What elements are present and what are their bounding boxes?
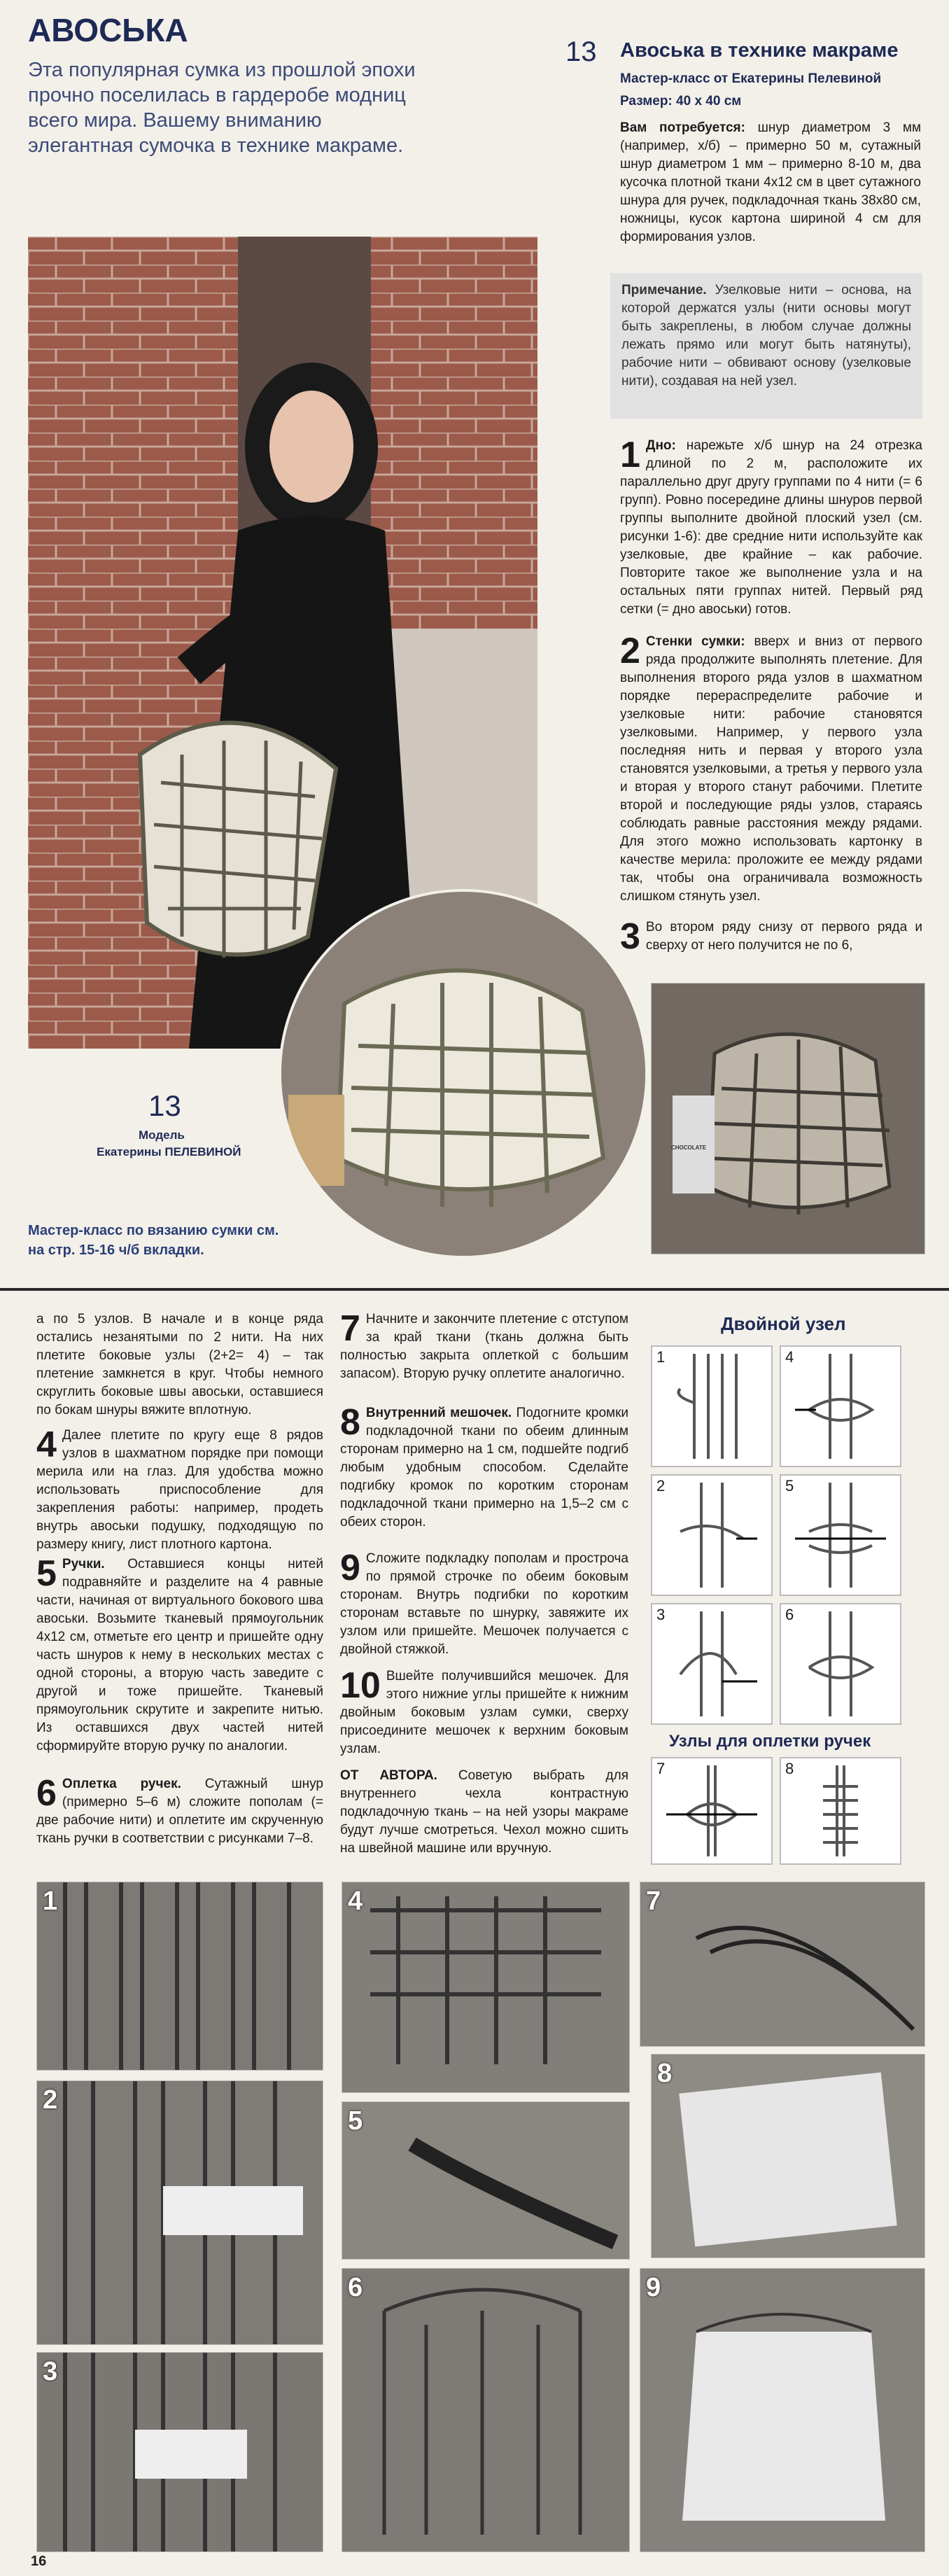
step-7	[340, 1310, 628, 1383]
step-2-label: Стенки сумки:	[645, 634, 745, 649]
step-9	[340, 1550, 628, 1659]
step-2-number: 2	[620, 631, 640, 671]
note-body: Узелковые нити – основа, на которой держатся узлы (нити основы могут быть закреплены, в любом случае должны лежать прямо или могут быть натянуты), рабочие нити – обвивают основу (узелковые нити), создавая на ней узел.	[621, 283, 912, 388]
step-photo-8	[651, 2054, 925, 2258]
knot-diagram-2-number: 2	[656, 1477, 666, 1494]
knot-diagram-8	[780, 1757, 901, 1865]
step-photo-1	[36, 1882, 323, 2071]
step-5-text: Оставшиеся концы нитей подравняйте и разделите на 4 равные части, начиная от виртуального бокового шва авоськи. Возьмите тканевый прямоугольник 4х12 см, отметьте его центр и пришейте одну часть шнуров к нему в нескольких местах с одной стороны, а вторую часть заведите с другой и тоже пришейте. Тканевый прямоугольник скрутите и закрепите нитью. Из оставшихся двух частей нитей сформируйте вторую ручку по аналогии.	[36, 1557, 323, 1754]
step-8-number: 8	[340, 1402, 360, 1443]
step-4-text: Далее плетите по кругу еще 8 рядов узлов в шахматном порядке при помощи мерила или на глаз. Для удобства можно использовать приспособление для закрепления работы: например, продеть внутрь авоськи подушку, подходящую по размеру книгу, лист плотного картона.	[36, 1428, 323, 1552]
knot-diagram-8-number: 8	[785, 1760, 794, 1777]
knot-diagram-6	[780, 1603, 901, 1725]
step-photo-9-number: 9	[646, 2273, 661, 2302]
author-label: ОТ АВТОРА.	[340, 1768, 437, 1783]
handle-knots-title: Узлы для оплетки ручек	[669, 1732, 871, 1751]
step-3-continued: а по 5 узлов. В начале и в конце ряда остались незанятыми по 2 нити. На них плетите боковые узлы (2+2= 4) – так плетение замкнется в круг. Чтобы немного скруглить боковые швы авоськи, оставшиеся по бокам шнуры вяжите вплотную.	[36, 1312, 323, 1418]
step-10-number: 10	[340, 1665, 381, 1706]
step-10	[340, 1667, 628, 1758]
knot-diagram-5	[780, 1474, 901, 1596]
step-4	[36, 1424, 323, 1554]
knot-diagram-1	[651, 1345, 773, 1467]
knot-diagram-6-number: 6	[785, 1606, 794, 1623]
step-5-label: Ручки.	[62, 1557, 105, 1572]
step-2-text: вверх и вниз от первого ряда продолжите выполнять плетение. Для выполнения второго ряда узлов в шахматном порядке перераспределите рабочие и узелковые нити: рабочие становятся узелковыми. Например, у первого узла последняя нить и первая у второго узла становятся узелковыми, а третья у первого узла и вторая у второго станут рабочими. Плетите второй и последующие ряды узлов, стараясь соблюдать равные расстояния между рядами. Для этого можно использовать картонку в качестве мерила: проложите ее между рядами так, чтобы она ограничивала возможность слишком стянуть узел.	[620, 634, 923, 904]
step-8	[340, 1404, 628, 1532]
step-photo-5-number: 5	[348, 2106, 363, 2136]
knot-diagram-4	[780, 1345, 901, 1467]
step-photo-4-number: 4	[348, 1886, 363, 1916]
step-photo-5	[342, 2101, 630, 2260]
step-5	[36, 1555, 323, 1756]
step-1-label: Дно:	[645, 438, 676, 453]
knot-diagram-7-number: 7	[656, 1760, 666, 1777]
step-4-number: 4	[36, 1424, 57, 1465]
step-photo-9	[640, 2268, 925, 2552]
step-3	[620, 918, 922, 955]
step-photo-6-number: 6	[348, 2273, 363, 2302]
step-3-number: 3	[620, 916, 640, 957]
bag-closeup-photo	[279, 889, 648, 1259]
size-line	[620, 94, 741, 109]
step-7-number: 7	[340, 1308, 360, 1349]
step-9-number: 9	[340, 1548, 360, 1588]
step-1-text: нарежьте х/б шнур на 24 отрезка длиной по 2 м, расположите их параллельно друг другу группами по 4 нити (= 6 групп). Ровно посередине длины шнуров первой группы выполните двойной плоский узел (см. рисунки 1-6): две средние нити используйте как узелковые, две крайние – как рабочие. Повторите такое же выполнение узла и на остальных пяти группах нитей. Первый ряд сетки (= дно авоськи) готов.	[620, 438, 922, 617]
model-number: 13	[148, 1089, 181, 1122]
knot-diagram-2	[651, 1474, 773, 1596]
note-label: Примечание.	[621, 283, 707, 298]
step-8-text: Подогните кромки подкладочной ткани по обеим длинным сторонам примерно на 1 см, подшейте подгиб любым удобным способом. Сделайте подгибку кромок по коротким сторонам подкладочной ткани примерно на 1,5–2 см с обеих сторон.	[340, 1406, 629, 1530]
step-6-number: 6	[36, 1773, 57, 1814]
intro-text: Эта популярная сумка из прошлой эпохи прочно поселилась в гардеробе модниц всего мира. Вашему вниманию элегантная сумочка в технике макраме.	[28, 59, 416, 157]
instructions-caption: Мастер-класс по вязанию сумки см. на стр. 15-16 ч/б вкладки.	[28, 1223, 279, 1258]
step-5-number: 5	[36, 1553, 57, 1594]
step-3-text: Во втором ряду снизу от первого ряда и сверху от него получится не по 6,	[645, 920, 922, 953]
model-author: Екатерины ПЕЛЕВИНОЙ	[97, 1145, 241, 1158]
knot-diagram-3	[651, 1603, 773, 1725]
step-photo-4	[342, 1882, 630, 2093]
article-number: 13	[565, 36, 597, 67]
bag-flat-photo	[651, 983, 925, 1254]
step-2	[620, 633, 922, 906]
step-6-label: Оплетка ручек.	[62, 1777, 181, 1791]
step-6-text: Сутажный шнур (примерно 5–6 м) сложите пополам (= две рабочие нити) и оплетите им скрученную ткань ручки в соответствии с рисунками 7–8.	[36, 1777, 324, 1846]
page-number: 16	[31, 2554, 47, 2569]
step-photo-2-number: 2	[43, 2085, 58, 2115]
materials-body: шнур диаметром 3 мм (например, х/б) – примерно 50 м, сутажный шнур диаметром 1 мм – примерно 8-10 м, два кусочка плотной ткани 4х12 см в цвет сутажного шнура для ручек, подкладочная ткань 38х80 см, ножницы, кусок картона шириной 4 см для формирования узлов.	[620, 120, 922, 244]
size-label: Размер:	[620, 94, 673, 108]
double-knot-title: Двойной узел	[721, 1313, 846, 1334]
step-10-text: Вшейте получившийся мешочек. Для этого нижние углы пришейте к нижним двойным боковым узлам сумки, сверху присоедините мешочек к верхним боковым узлам.	[340, 1669, 628, 1756]
knot-diagram-7	[651, 1757, 773, 1865]
knot-diagram-1-number: 1	[656, 1348, 666, 1366]
knot-diagram-4-number: 4	[785, 1348, 794, 1366]
step-photo-2	[36, 2080, 323, 2345]
page-title: АВОСЬКА	[28, 12, 188, 48]
step-photo-8-number: 8	[657, 2059, 673, 2088]
step-7-text: Начните и закончите плетение с отступом за край ткани (ткань должна быть полностью закрыта оплеткой с большим запасом). Вторую ручку оплетите аналогично.	[340, 1312, 628, 1381]
materials-label: Вам потребуется:	[620, 120, 745, 135]
author-note	[340, 1767, 628, 1858]
section-divider	[0, 1288, 949, 1291]
model-label: Модель	[139, 1128, 185, 1142]
knot-diagram-5-number: 5	[785, 1477, 794, 1494]
step-photo-6	[342, 2268, 630, 2552]
size-value: 40 x 40 см	[676, 94, 742, 108]
article-subtitle: Мастер-класс от Екатерины Пелевиной	[620, 71, 882, 86]
step-photo-7-number: 7	[646, 1886, 661, 1916]
step-photo-3	[36, 2352, 323, 2552]
chocolate-label: CHOCOLATE	[671, 1144, 707, 1151]
step-8-label: Внутренний мешочек.	[365, 1406, 512, 1420]
author-text: Советую выбрать для внутреннего чехла контрастную подкладочную ткань – на ней узоры макраме будут лучше смотреться. Чехол можно сшить на швейной машине или вручную.	[340, 1768, 628, 1856]
step-1	[620, 437, 922, 619]
step-photo-3-number: 3	[43, 2357, 58, 2386]
knot-diagram-3-number: 3	[656, 1606, 666, 1623]
step-9-text: Сложите подкладку пополам и простроча по прямой строчке по обеим боковым сторонам. Внутрь подгибки по коротким сторонам вставьте по шнурку, завяжите их узлом или пришейте. Мешочек получается с двойной стяжкой.	[340, 1551, 628, 1657]
step-photo-7	[640, 1882, 925, 2047]
materials-text	[620, 119, 921, 246]
step-6	[36, 1775, 323, 1848]
step-photo-1-number: 1	[43, 1886, 58, 1916]
step-1-number: 1	[620, 435, 640, 475]
article-title: Авоська в технике макраме	[620, 39, 899, 62]
note-box	[610, 273, 922, 419]
